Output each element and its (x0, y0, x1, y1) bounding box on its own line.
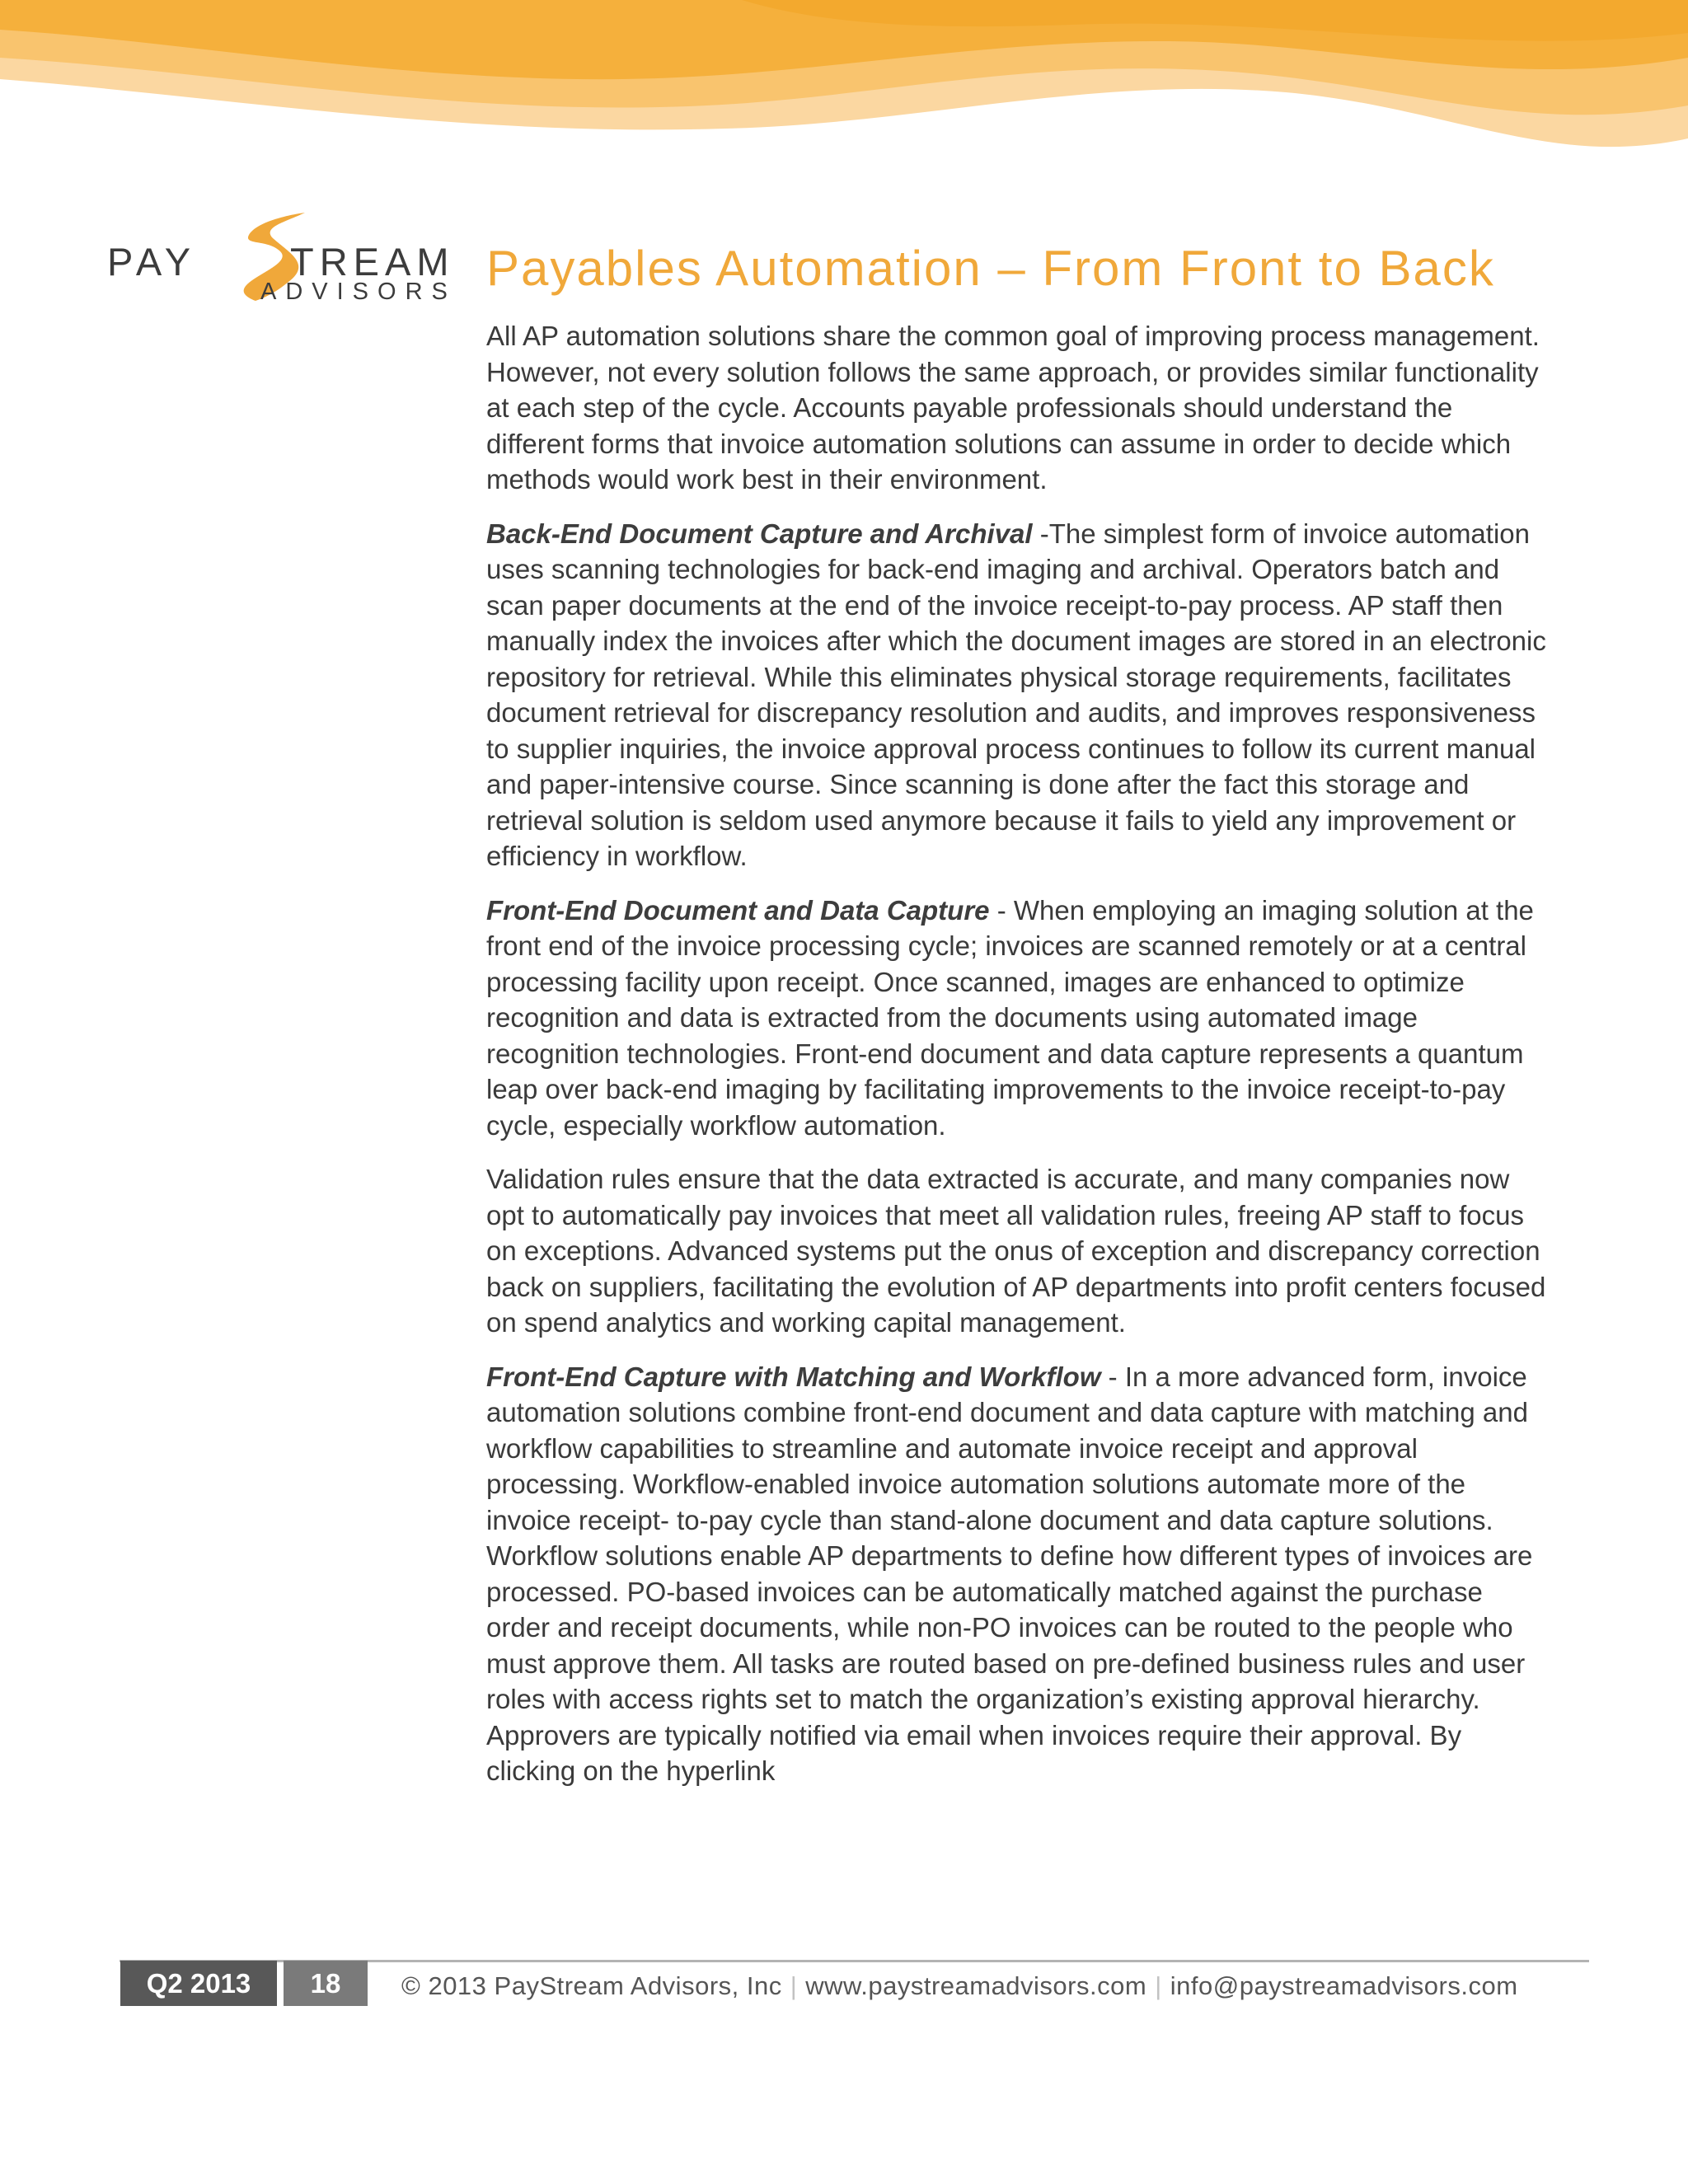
page-title: Payables Automation – From Front to Back (486, 241, 1495, 296)
issue-quarter-badge: Q2 2013 (120, 1961, 277, 2006)
section-heading: Back-End Document Capture and Archival (486, 518, 1033, 549)
intro-paragraph: All AP automation solutions share the common goal of improving process management. However, not every solution follows the same approach, or provides similar functionality at each step of the cycle. Accounts payable professionals should understand the different forms that invoice automation solutions can assume in order to decide which methods would work best in their environment. (486, 321, 1540, 494)
website-link[interactable]: www.paystreamadvisors.com (805, 1971, 1147, 2000)
logo-text-tream: TREAM (290, 240, 455, 284)
email-link[interactable]: info@paystreamadvisors.com (1170, 1971, 1518, 2000)
section-validation-rules (486, 1161, 1550, 1341)
section-heading: Front-End Capture with Matching and Workflow (486, 1361, 1101, 1392)
paystream-logo (99, 206, 457, 313)
section-text: Validation rules ensure that the data extracted is accurate, and many companies now opt to automatically pay invoices that meet all validation rules, freeing AP staff to focus on exceptions. Advanced systems put the onus of exception and discrepancy correction back on suppliers, facilitating the evolution of AP departments into profit centers focused on spend analytics and working capital management. (486, 1164, 1546, 1338)
section-text: - When employing an imaging solution at the front end of the invoice processing cycle; invoices are scanned remotely or at a central processing facility upon receipt. Once scanned, images are enhanced to optimize recognition and data is extracted from the documents using automated image recognition technologies. Front-end document and data capture represents a quantum leap over back-end imaging by facilitating improvements to the invoice receipt-to-pay cycle, especially workflow automation. (486, 894, 1534, 1141)
section-text: - In a more advanced form, invoice automation solutions combine front-end document and data capture with matching and workflow capabilities to streamline and automate invoice receipt and approval processing. Workflow-enabled invoice automation solutions automate more of the invoice receipt- to-pay cycle than stand-alone document and data capture solutions. Workflow solutions enable AP departments to define how different types of invoices are processed. PO-based invoices can be automatically matched against the purchase order and receipt documents, while non-PO invoices can be routed to the people who must approve them. All tasks are routed based on pre-defined business rules and user roles with access rights set to match the organization’s existing approval hierarchy. Approvers are typically notified via email when invoices require their approval. By clicking on the hyperlink (486, 1361, 1533, 1786)
logo-text-pay: PAY (107, 240, 197, 284)
section-text: -The simplest form of invoice automation uses scanning technologies for back-end imaging and archival. Operators batch and scan paper documents at the end of the invoice receipt-to-pay process. AP staff then manually index the invoices after which the document images are stored in an electronic repository for retrieval. While this eliminates physical storage requirements, facilitates document retrieval for discrepancy resolution and audits, and improves responsiveness to supplier inquiries, the invoice approval process continues to follow its current manual and paper-intensive course. Since scanning is done after the fact this storage and retrieval solution is seldom used anymore because it fails to yield any improvement or efficiency in workflow. (486, 518, 1546, 871)
section-back-end-capture (486, 516, 1550, 874)
logo-text-advisors: ADVISORS (260, 279, 457, 305)
copyright-text: © 2013 PayStream Advisors, Inc (401, 1971, 782, 2000)
footer-separator: | (790, 1971, 798, 2000)
section-heading: Front-End Document and Data Capture (486, 894, 990, 926)
page-number-badge: 18 (284, 1961, 368, 2006)
section-matching-workflow (486, 1359, 1550, 1789)
footer-contact (401, 1971, 1518, 2001)
header-wave-banner (0, 0, 1688, 190)
section-front-end-capture (486, 893, 1550, 1144)
footer-separator: | (1155, 1971, 1162, 2000)
article-body (486, 236, 1558, 1807)
